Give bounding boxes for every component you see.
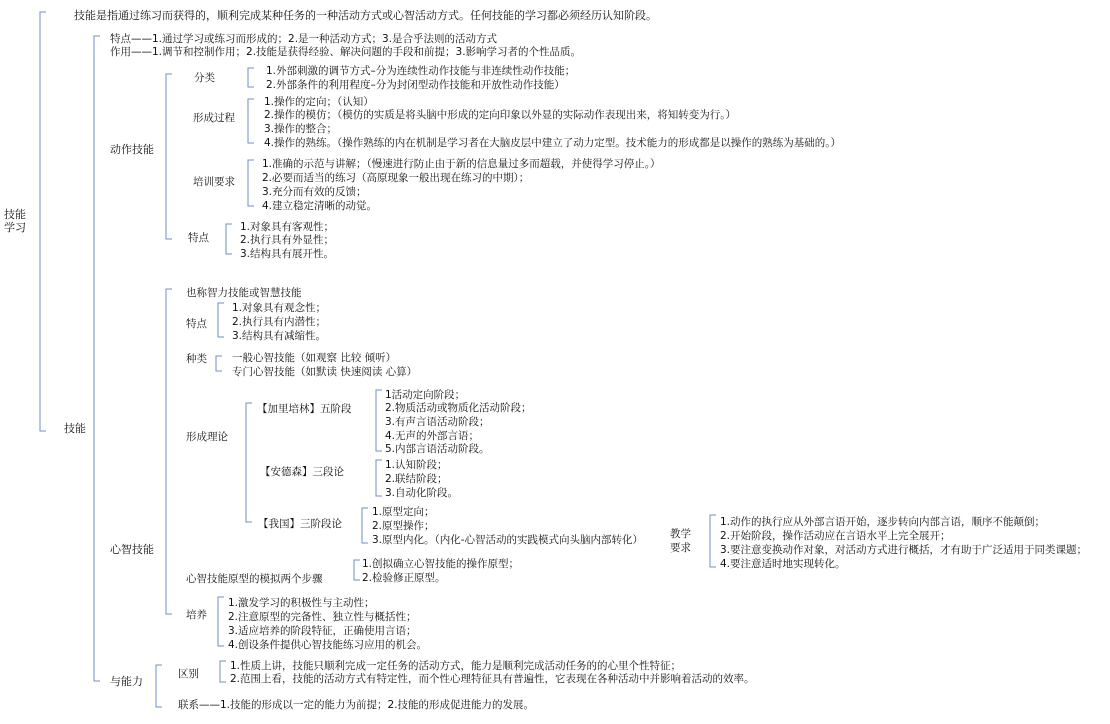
simulation-item-2: 2.检验修正原型。 [362, 572, 446, 584]
bracket-skill [94, 36, 100, 681]
china-item-2: 2.原型操作； [372, 520, 435, 532]
difference-label: 区别 [178, 668, 199, 680]
classification-label: 分类 [194, 72, 215, 84]
bracket-classification [248, 68, 254, 87]
kinds-label: 种类 [186, 353, 207, 365]
bracket-china [362, 508, 368, 543]
bracket-difference [220, 661, 226, 682]
china-item-1: 1.原型定向； [372, 506, 435, 518]
galperin-item-4: 4.无声的外部言语； [385, 430, 480, 442]
classification-item-2: 2.外部条件的利用程度–分为封闭型动作技能和开放性动作技能） [266, 79, 565, 91]
bracket-formation [248, 99, 254, 143]
teaching-label-line2: 要求 [670, 542, 691, 554]
kinds-item-1: 一般心智技能（如观察 比较 倾听） [232, 352, 397, 364]
motor-label: 动作技能 [110, 143, 154, 156]
kinds-item-2: 专门心智技能（如默读 快速阅读 心算） [232, 366, 418, 378]
motor-traits-item-2: 2.执行具有外显性； [240, 234, 335, 246]
skill-functions: 作用——1.调节和控制作用；2.技能是获得经验、解决问题的手段和前提；3.影响学习者的个性品质。 [110, 46, 582, 58]
formation-item-1: 1.操作的定向；（认知） [264, 96, 374, 108]
teaching-item-4: 4.要注意适时地实现转化。 [720, 558, 846, 570]
training-item-2: 2.必要而适当的练习（高原现象一般出现在练习的中期）； [262, 172, 530, 184]
bracket-teaching [710, 515, 716, 567]
bracket-simulation [354, 560, 360, 580]
mental-traits-item-3: 3.结构具有减缩性。 [232, 330, 327, 342]
anderson-item-2: 2.联结阶段； [385, 473, 448, 485]
training-label: 培训要求 [193, 176, 235, 188]
training-item-3: 3.充分而有效的反馈； [262, 186, 367, 198]
classification-item-1: 1.外部刺激的调节方式–分为连续性动作技能与非连续性动作技能； [266, 65, 576, 77]
skill-features: 特点——1.通过学习或练习而形成的；2.是一种活动方式；3.是合乎法则的活动方式 [110, 33, 498, 45]
teaching-item-2: 2.开始阶段，操作活动应在言语水平上完全展开； [720, 530, 951, 542]
china-label: 【我国】三阶段论 [258, 518, 342, 530]
mental-label: 心智技能 [110, 543, 154, 556]
intro-definition: 技能是指通过练习而获得的，顺利完成某种任务的一种活动方式或心智活动方式。任何技能的学习都必须经历认知阶段。 [74, 9, 657, 22]
galperin-label: 【加里培林】五阶段 [257, 403, 352, 415]
bracket-anderson [376, 460, 382, 496]
china-item-3: 3.原型内化。（内化-心智活动的实践模式向头脑内部转化） [372, 534, 644, 546]
formation-label: 形成过程 [193, 112, 235, 124]
anderson-item-3: 3.自动化阶段。 [385, 487, 459, 499]
cultivation-item-3: 3.适应培养的阶段特征，正确使用言语； [228, 625, 417, 637]
galperin-item-1: 1活动定向阶段； [385, 389, 466, 401]
mental-aka: 也称智力技能或智慧技能 [186, 287, 302, 299]
ability-label: 与能力 [110, 675, 143, 688]
cultivation-item-4: 4.创设条件提供心智技能练习应用的机会。 [228, 639, 428, 651]
motor-traits-label: 特点 [188, 232, 209, 244]
difference-item-2: 2.范围上看，技能的活动方式有特定性，而个性心理特征具有普遍性，它表现在各种活动中并影响着活动的效率。 [230, 673, 755, 685]
galperin-item-3: 3.有声言语活动阶段； [385, 416, 490, 428]
simulation-label: 心智技能原型的模拟两个步骤 [186, 573, 323, 585]
galperin-item-5: 5.内部言语活动阶段。 [385, 443, 490, 455]
bracket-training [248, 160, 254, 206]
mental-traits-item-1: 1.对象具有观念性； [232, 302, 327, 314]
anderson-label: 【安德森】三段论 [260, 466, 344, 478]
galperin-item-2: 2.物质活动或物质化活动阶段； [385, 402, 532, 414]
root-label-line2: 学习 [4, 221, 26, 234]
formation-item-4: 4.操作的熟练。（操作熟练的内在机制是学习者在大脑皮层中建立了动力定型。技术能力的形成都是以操作的熟练为基础的。） [264, 137, 842, 149]
mental-traits-item-2: 2.执行具有内潜性； [232, 316, 327, 328]
formation-item-2: 2.操作的模仿；（模仿的实质是将头脑中形成的定向印象以外显的实际动作表现出来，将知转变为行。） [264, 109, 737, 121]
bracket-mental-traits [218, 303, 224, 337]
motor-traits-item-1: 1.对象具有客观性； [240, 221, 335, 233]
formation-item-3: 3.操作的整合； [264, 123, 338, 135]
bracket-galperin [376, 390, 382, 451]
training-item-1: 1.准确的示范与讲解；（慢速进行防止由于新的信息量过多而超载，并使得学习停止。） [262, 158, 661, 170]
training-item-4: 4.建立稳定清晰的动觉。 [262, 200, 378, 212]
bracket-kinds [216, 356, 222, 371]
teaching-label-line1: 教学 [670, 528, 691, 540]
teaching-item-1: 1.动作的执行应从外部言语开始，逐步转向内部言语，顺序不能颠倒； [720, 516, 1046, 528]
cultivation-item-1: 1.激发学习的积极性与主动性； [228, 597, 375, 609]
difference-item-1: 1.性质上讲，技能只顺利完成一定任务的活动方式，能力是顺利完成活动任务的的心里个性特征； [230, 660, 682, 672]
root-label-line1: 技能 [4, 208, 26, 221]
bracket-ability [156, 665, 162, 707]
simulation-item-1: 1.创拟确立心智技能的操作原型； [362, 558, 520, 570]
mental-traits-label: 特点 [186, 318, 207, 330]
teaching-item-3: 3.要注意变换动作对象，对活动方式进行概括，才有助于广泛适用于同类课题； [720, 544, 1088, 556]
bracket-cultivation [218, 597, 224, 646]
bracket-mental [166, 289, 172, 614]
skill-label: 技能 [64, 422, 86, 435]
relation-line: 联系——1.技能的形成以一定的能力为前提；2.技能的形成促进能力的发展。 [178, 699, 535, 711]
bracket-theory [246, 403, 252, 522]
bracket-motor-traits [226, 224, 232, 254]
bracket-motor [166, 74, 172, 239]
cultivation-label: 培养 [186, 609, 207, 621]
theory-label: 形成理论 [186, 431, 228, 443]
bracket-root [40, 12, 46, 431]
anderson-item-1: 1.认知阶段； [385, 459, 448, 471]
cultivation-item-2: 2.注意原型的完备性、独立性与概括性； [228, 611, 417, 623]
motor-traits-item-3: 3.结构具有展开性。 [240, 248, 335, 260]
